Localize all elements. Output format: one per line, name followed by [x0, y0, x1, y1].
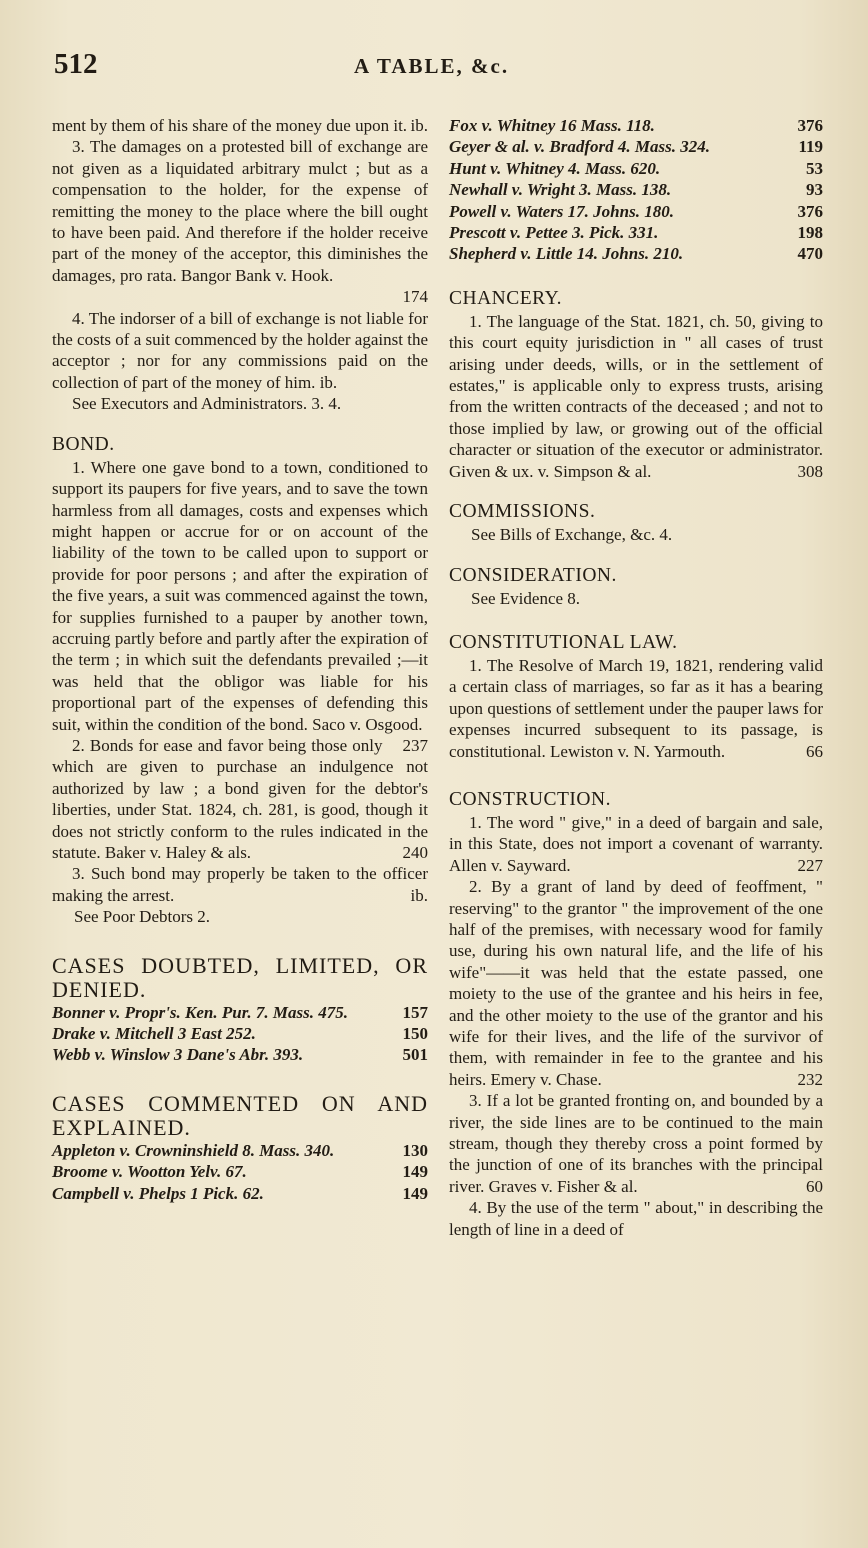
case-entry: Broome v. Wootton Yelv. 67. 149 [52, 1162, 428, 1182]
case-entry: Hunt v. Whitney 4. Mass. 620. 53 [449, 158, 823, 178]
left-column [52, 115, 428, 1204]
heading-chancery: CHANCERY. [449, 287, 563, 309]
paragraph-bond-3: 3. Such bond may properly be taken to the officer making the arrest. ib. [52, 864, 428, 905]
running-title: A TABLE, &c. [354, 54, 510, 78]
case-entry: Bonner v. Propr's. Ken. Pur. 7. Mass. 475. 157 [52, 1002, 428, 1022]
paragraph-chancery-1: 1. The language of the Stat. 1821, ch. 50, giving to this court equity jurisdiction in " all cases of trust arising under deeds, wills, or in the settlement of estates," is applicable only to express trusts, arising from the written contracts of the deceased ; and not to those implied by law, or growing out of the official character or situation of the executor or administrator. Given & ux. v. Simpson & al. 308 [449, 311, 823, 481]
see-reference: See Evidence 8. [471, 588, 581, 608]
case-entry: Powell v. Waters 17. Johns. 180. 376 [449, 201, 823, 221]
paragraph-construction-2: 2. By a grant of land by deed of feoffment, " reserving" to the grantor " the improvement of the one half of the premises, with necessary wood for family use, during his own natural life, and the life of his wife"——it was held that the estate passed, one moiety to the use of the grantee and his heirs in fee, and the other moiety to the use of the grantor and his wife for their lives, and the life of the survivor of them, with remainder in fee to the grantee and his heirs. Emery v. Chase. 232 [449, 877, 823, 1089]
case-entry: Newhall v. Wright 3. Mass. 138. 93 [449, 180, 823, 200]
case-entry: Shepherd v. Little 14. Johns. 210. 470 [449, 244, 823, 264]
paragraph-constitutional-1: 1. The Resolve of March 19, 1821, rendering valid a certain class of marriages, so far as it has a bearing upon questions of settlement under the pauper laws for expenses incurred subsequent to its passage, is constitutional. Lewiston v. N. Yarmouth. 66 [449, 655, 823, 761]
case-entry: Prescott v. Pettee 3. Pick. 331. 198 [449, 223, 823, 243]
cases-doubted-list [52, 1002, 428, 1066]
page-header [54, 48, 820, 88]
see-reference: See Poor Debtors 2. [74, 907, 210, 927]
paragraph-bills-3: 3. The damages on a protested bill of exchange are not given as a liquidated arbitrary mulct ; but as a compensation to the holder, for the expense of remitting the money to the place where the bill ought to have been paid. And therefore if the holder receive part of the money of the acceptor, this diminishes the damages, pro rata. Bangor Bank v. Hook. [52, 137, 428, 285]
heading-bond: BOND. [52, 433, 115, 455]
case-entry: Geyer & al. v. Bradford 4. Mass. 324. 119 [449, 137, 823, 157]
case-entry: Fox v. Whitney 16 Mass. 118. 376 [449, 116, 823, 135]
paragraph-construction-1: 1. The word " give," in a deed of bargain and sale, in this State, does not import a covenant of warranty. Allen v. Sayward. 227 [449, 812, 823, 875]
heading-commissions: COMMISSIONS. [449, 501, 596, 523]
paragraph-bond-2: 2. Bonds for ease and favor being those only which are given to purchase an indulgence not authorized by law ; a bond given for the debtor's liberties, under Stat. 1824, ch. 281, is good, though it does not strictly conform to the rules indicated in the statute. Baker v. Haley & als. 240 [52, 735, 428, 862]
cases-commented-list [52, 1140, 428, 1204]
case-entry: Campbell v. Phelps 1 Pick. 62. 149 [52, 1183, 428, 1203]
heading-constitutional-law: CONSTITUTIONAL LAW. [449, 631, 678, 653]
heading-cases-commented: CASES COMMENTED ON AND EXPLAINED. [52, 1090, 428, 1140]
paragraph-construction-4: 4. By the use of the term " about," in describing the length of line in a deed of [449, 1198, 823, 1239]
case-entry: Webb v. Winslow 3 Dane's Abr. 393. 501 [52, 1045, 428, 1065]
heading-cases-doubted: CASES DOUBTED, LIMITED, OR DENIED. [52, 952, 428, 1002]
paragraph-continued: ment by them of his share of the money due upon it. ib. [52, 116, 428, 135]
see-reference: See Bills of Exchange, &c. 4. [471, 525, 673, 545]
page-ref: 174 [402, 287, 428, 307]
cases-commented-list-continued [449, 115, 823, 265]
see-reference: See Executors and Administrators. 3. 4. [72, 394, 342, 414]
case-entry: Drake v. Mitchell 3 East 252. 150 [52, 1024, 428, 1044]
heading-consideration: CONSIDERATION. [449, 564, 617, 586]
paragraph-construction-3: 3. If a lot be granted fronting on, and bounded by a river, the side lines are to be continued to the main stream, though they thereby cross a point formed by the junction of one of its branches with the principal river. Graves v. Fisher & al. 60 [449, 1091, 823, 1196]
right-column [449, 115, 823, 1240]
page-number: 512 [54, 48, 98, 80]
heading-construction: CONSTRUCTION. [449, 788, 611, 810]
paragraph-bills-4: 4. The indorser of a bill of exchange is not liable for the costs of a suit commenced by the holder against the acceptor ; nor for any commissions paid on the collection of part of the money of him. ib. [52, 308, 428, 392]
paragraph-bond-1: 1. Where one gave bond to a town, conditioned to support its paupers for five years, and to save the town harmless from all damages, costs and expenses which might happen or accrue for or on account of the liability of the town to be called upon to support or provide for poor persons ; and after the expiration of the five years, a suit was commenced against the town, for supplies furnished to a pauper by another town, accruing partly before and partly after the expiration of the term ; in which suit the defendants prevailed ;—it was held that the obligor was liable for his proportional part of the expenses of defending this suit, within the condition of the bond. Saco v. Osgood. 237 [52, 457, 428, 755]
case-entry: Appleton v. Crowninshield 8. Mass. 340. 130 [52, 1140, 428, 1160]
